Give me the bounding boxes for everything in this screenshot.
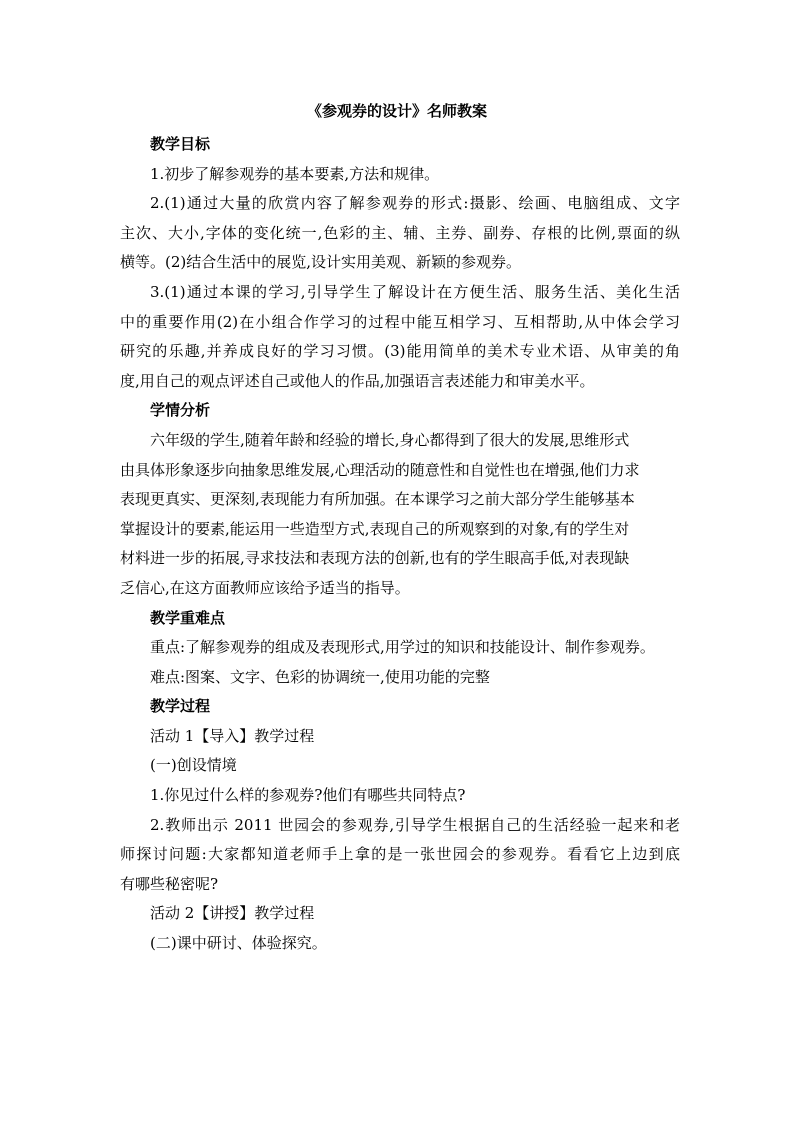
analysis-line-2: 由具体形象逐步向抽象思维发展,心理活动的随意性和自觉性也在增强,他们力求 bbox=[120, 460, 640, 479]
keypoint-line: 重点:了解参观券的组成及表现形式,用学过的知识和技能设计、制作参观券。 bbox=[150, 638, 655, 657]
goal-paragraph-2-line-3: 横等。(2)结合生活中的展览,设计实用美观、新颖的参观券。 bbox=[120, 253, 522, 272]
difficulty-line: 难点:图案、文字、色彩的协调统一,使用功能的完整 bbox=[150, 667, 490, 686]
goal-paragraph-2-line-2: 主次、大小,字体的变化统一,色彩的主、辅、主券、副券、存根的比例,票面的纵 bbox=[120, 223, 680, 242]
question-1: 1.你见过什么样的参观券?他们有哪些共同特点? bbox=[150, 786, 466, 805]
section-heading-analysis: 学情分析 bbox=[150, 401, 211, 420]
section-heading-keypoints: 教学重难点 bbox=[150, 608, 226, 627]
activity-2-title: 活动 2【讲授】教学过程 bbox=[150, 904, 315, 923]
analysis-line-5: 材料进一步的拓展,寻求技法和表现方法的创新,也有的学生眼高手低,对表现缺 bbox=[120, 549, 630, 568]
document-title: 《参观券的设计》名师教案 bbox=[306, 102, 487, 120]
activity-1-title: 活动 1【导入】教学过程 bbox=[150, 726, 315, 745]
analysis-line-6: 乏信心,在这方面教师应该给予适当的指导。 bbox=[120, 578, 410, 597]
part-2-title: (二)课中研讨、体验探究。 bbox=[150, 934, 327, 953]
document-body bbox=[120, 130, 680, 959]
goal-paragraph-1: 1.初步了解参观券的基本要素,方法和规律。 bbox=[150, 164, 440, 183]
section-heading-goals: 教学目标 bbox=[150, 135, 211, 153]
analysis-line-4: 掌握设计的要素,能运用一些造型方式,表现自己的所观察到的对象,有的学生对 bbox=[120, 519, 630, 538]
analysis-line-3: 表现更真实、更深刻,表现能力有所加强。在本课学习之前大部分学生能够基本 bbox=[120, 490, 635, 509]
question-2-line-1: 2.教师出示 2011 世园会的参观券,引导学生根据自己的生活经验一起来和老 bbox=[150, 815, 680, 834]
question-2-line-2: 师探讨问题:大家都知道老师手上拿的是一张世园会的参观券。看看它上边到底 bbox=[120, 845, 680, 864]
section-heading-process: 教学过程 bbox=[150, 697, 211, 716]
goal-paragraph-3-line-4: 度,用自己的观点评述自己或他人的作品,加强语言表述能力和审美水平。 bbox=[120, 371, 595, 390]
analysis-line-1: 六年级的学生,随着年龄和经验的增长,身心都得到了很大的发展,思维形式 bbox=[150, 430, 630, 449]
question-2-line-3: 有哪些秘密呢? bbox=[120, 874, 219, 893]
part-1-title: (一)创设情境 bbox=[150, 756, 237, 775]
goal-paragraph-3-line-2: 中的重要作用(2)在小组合作学习的过程中能互相学习、互相帮助,从中体会学习 bbox=[120, 312, 680, 331]
goal-paragraph-2-line-1: 2.(1)通过大量的欣赏内容了解参观券的形式:摄影、绘画、电脑组成、文字 bbox=[150, 194, 680, 213]
goal-paragraph-3-line-1: 3.(1)通过本课的学习,引导学生了解设计在方便生活、服务生活、美化生活 bbox=[150, 282, 680, 301]
goal-paragraph-3-line-3: 研究的乐趣,并养成良好的学习习惯。(3)能用简单的美术专业术语、从审美的角 bbox=[120, 342, 680, 361]
